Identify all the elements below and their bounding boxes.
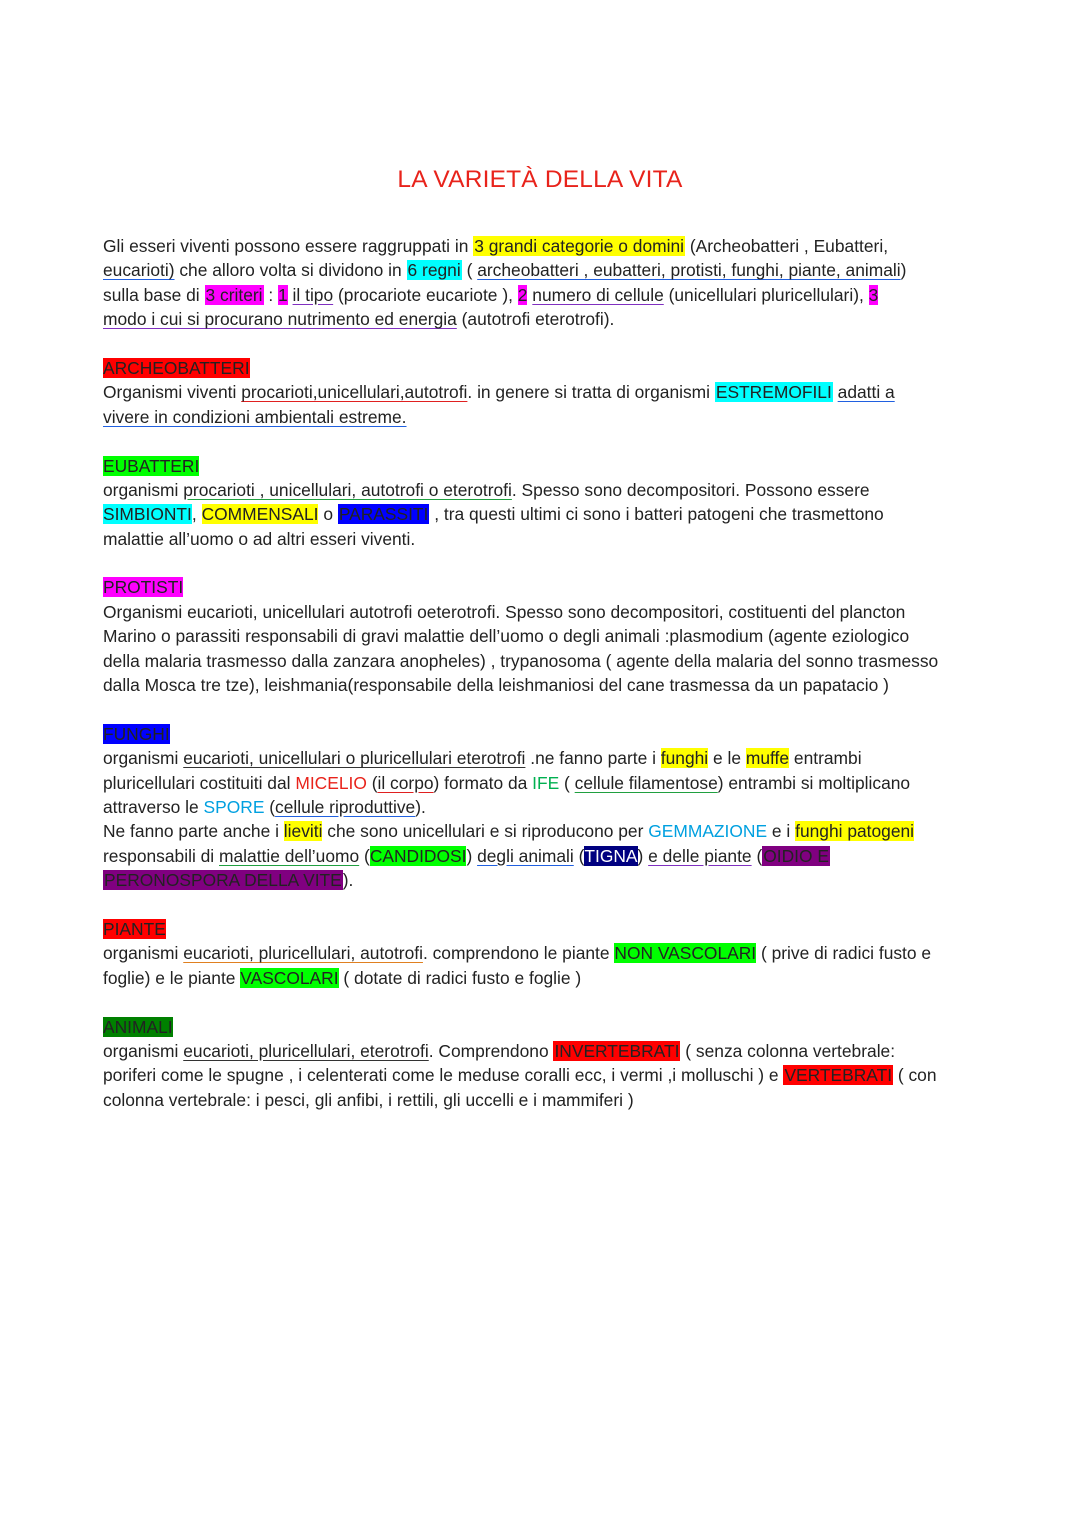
text-run: (	[751, 845, 763, 866]
text-run: ,	[191, 504, 202, 525]
text-line	[103, 478, 983, 502]
section-heading	[103, 575, 983, 599]
text-run: . Comprendono	[428, 1040, 554, 1061]
text-run: (	[366, 772, 378, 793]
section-eubatteri	[103, 454, 983, 552]
text-run: organismi	[103, 479, 184, 500]
text-run: )	[466, 845, 478, 866]
text-run: organismi	[103, 943, 184, 964]
highlight-criteri: 3 criteri	[205, 284, 263, 305]
text-run: degli animali	[477, 845, 574, 866]
section-piante	[103, 917, 983, 990]
text-run: ( prive di radici fusto e	[756, 943, 932, 964]
highlight-term: muffe	[745, 748, 790, 769]
text-run: organismi	[103, 748, 184, 769]
highlight-number: 2	[517, 284, 528, 305]
text-run: malattie dell’uomo	[219, 845, 360, 866]
text-line	[103, 844, 983, 868]
document-body	[103, 234, 983, 1136]
text-line	[103, 234, 983, 258]
text-run: ) formato da	[433, 772, 533, 793]
text-run: adatti a	[837, 382, 895, 403]
text-line: della malaria trasmesso dalla zanzara anopheles) , trypanosoma ( agente della malaria del sonno trasmesso	[103, 650, 939, 671]
highlight-term: NON VASCOLARI	[614, 943, 757, 964]
heading-label: EUBATTERI	[103, 455, 200, 476]
text-run: modo i cui si procurano nutrimento ed energia	[103, 309, 457, 330]
section-archeobatteri	[103, 356, 983, 429]
text-run: entrambi	[789, 748, 862, 769]
text-line	[103, 941, 983, 965]
text-run: e i	[767, 821, 796, 842]
highlight-term: lieviti	[283, 821, 323, 842]
text-run: eucarioti, unicellulari o pluricellulari eterotrofi	[183, 748, 526, 769]
section-heading	[103, 1015, 983, 1039]
text-run: Organismi viventi	[103, 382, 242, 403]
text-run: eucarioti)	[103, 260, 175, 281]
highlight-term: INVERTEBRATI	[554, 1040, 680, 1061]
text-run: . Spesso sono decompositori. Possono essere	[511, 479, 870, 500]
text-run: o	[318, 504, 338, 525]
text-line	[103, 258, 983, 282]
section-heading	[103, 454, 983, 478]
text-run: ) entrambi si moltiplicano	[717, 772, 911, 793]
text-run: archeobatteri , eubatteri, protisti, funghi, piante, animali	[477, 260, 901, 281]
intro-paragraph	[103, 234, 983, 332]
text-run: Gli esseri viventi possono essere raggruppati in	[103, 236, 474, 256]
section-protisti	[103, 575, 983, 697]
text-run: poriferi come le spugne , i celenterati come le meduse coralli ecc, i vermi ,i molluschi ) e	[103, 1065, 784, 1086]
text-line	[103, 1063, 983, 1087]
text-run: numero di cellule	[532, 284, 664, 305]
text-line	[103, 502, 983, 526]
heading-label: PIANTE	[103, 918, 166, 939]
highlight-term: COMMENSALI	[201, 504, 319, 525]
text-run: Ne fanno parte anche i	[103, 821, 284, 842]
text-line: dalla Mosca tre tze), leishmania(responsabile della leishmaniosi del cane trasmessa da un papatacio )	[103, 675, 889, 696]
text-run: . in genere si tratta di organismi	[467, 382, 715, 403]
text-run: ).	[415, 796, 426, 817]
highlight-term: SIMBIONTI	[103, 504, 192, 525]
text-line	[103, 307, 983, 331]
text-run: ).	[342, 870, 354, 891]
section-funghi	[103, 722, 983, 893]
text-run: attraverso le	[103, 796, 204, 817]
highlight-term: TIGNA	[584, 845, 638, 866]
text-run: procarioti , unicellulari, autotrofi o eterotrofi	[183, 479, 512, 500]
highlight-term: funghi patogeni	[795, 821, 915, 842]
text-run: ( senza colonna vertebrale:	[680, 1040, 896, 1061]
text-line	[103, 771, 983, 795]
text-line	[103, 1039, 983, 1063]
text-line	[103, 527, 983, 551]
section-heading	[103, 356, 983, 380]
text-run: ( dotate di radici fusto e foglie )	[338, 967, 582, 988]
text-run: (procariote eucariote ),	[333, 284, 518, 305]
text-line: Organismi eucarioti, unicellulari autotrofi oeterotrofi. Spesso sono decompositori, costituenti del plancton	[103, 601, 906, 622]
text-run: :	[263, 284, 279, 305]
text-line	[103, 966, 983, 990]
text-run: pluricellulari costituiti dal	[103, 772, 296, 793]
highlight-term: PERONOSPORA DELLA VITE	[104, 870, 342, 891]
text-run: )	[637, 845, 649, 866]
colored-term: IFE	[532, 772, 560, 793]
text-run: (unicellulari pluricellulari),	[663, 284, 869, 305]
text-run: organismi	[103, 1040, 184, 1061]
highlight-regni: 6 regni	[407, 260, 461, 281]
highlight-number: 3	[868, 284, 879, 305]
highlight-term: CANDIDOSI	[369, 845, 467, 866]
text-run: (	[573, 845, 585, 866]
colored-term: SPORE	[203, 796, 265, 817]
colored-term: MICELIO	[295, 772, 367, 793]
text-run: procarioti,unicellulari,autotrofi	[241, 382, 468, 403]
text-run: .ne fanno parte i	[525, 748, 661, 769]
text-run: (	[559, 772, 575, 793]
text-run: cellule filamentose	[574, 772, 718, 793]
section-heading	[103, 917, 983, 941]
text-run: , tra questi ultimi ci sono i batteri patogeni che trasmettono	[429, 504, 884, 525]
highlight-term: funghi	[660, 748, 709, 769]
text-run: cellule riproduttive	[275, 796, 416, 817]
text-line	[103, 283, 983, 307]
text-run: e delle piante	[648, 845, 752, 866]
text-run: (	[264, 796, 276, 817]
text-run: e le	[708, 748, 746, 769]
text-run: malattie all’uomo o ad altri esseri viventi.	[103, 528, 416, 549]
heading-label: FUNGHI	[103, 723, 170, 744]
highlight-domains: 3 grandi categorie o domini	[474, 236, 685, 256]
text-run: eucarioti, pluricellulari, autotrofi	[183, 943, 423, 964]
highlight-term: ESTREMOFILI	[715, 382, 832, 403]
text-run: )	[900, 260, 907, 281]
text-line	[103, 795, 983, 819]
text-run: (	[359, 845, 370, 866]
highlight-term: VASCOLARI	[240, 967, 339, 988]
section-animali	[103, 1015, 983, 1113]
text-run: responsabili di	[103, 845, 220, 866]
text-line	[103, 819, 983, 843]
section-heading	[103, 722, 983, 746]
highlight-term: PARASSITI	[338, 504, 429, 525]
text-line: Marino o parassiti responsabili di gravi malattie dell’uomo o degli animali :plasmodium (agente eziologico	[103, 626, 910, 647]
text-run: (autotrofi eterotrofi).	[456, 309, 615, 330]
highlight-number: 1	[278, 284, 288, 305]
heading-label: ANIMALI	[103, 1016, 173, 1037]
colored-term: GEMMAZIONE	[648, 821, 768, 842]
text-run: ( con	[893, 1065, 937, 1086]
heading-label: PROTISTI	[103, 577, 184, 598]
text-run: (	[461, 260, 478, 281]
highlight-term: VERTEBRATI	[784, 1065, 893, 1086]
text-run: eucarioti, pluricellulari, eterotrofi	[183, 1040, 429, 1061]
text-run: sulla base di	[103, 284, 205, 305]
text-run: il tipo	[292, 284, 334, 305]
text-run: che alloro volta si dividono in	[174, 260, 407, 281]
text-run: il corpo	[377, 772, 434, 793]
text-line	[103, 868, 983, 892]
text-run: vivere in condizioni ambientali estreme.	[103, 406, 407, 427]
highlight-term: OIDIO E	[763, 845, 829, 866]
page-title: LA VARIETÀ DELLA VITA	[397, 166, 683, 193]
text-line	[103, 746, 983, 770]
text-run: (Archeobatteri , Eubatteri,	[685, 236, 889, 256]
heading-label: ARCHEOBATTERI	[103, 357, 250, 378]
text-run: che sono unicellulari e si riproducono per	[322, 821, 649, 842]
text-line: colonna vertebrale: i pesci, gli anfibi, i rettili, gli uccelli e i mammiferi )	[103, 1089, 634, 1110]
text-run: foglie) e le piante	[103, 967, 241, 988]
text-line	[103, 405, 983, 429]
text-line	[103, 380, 983, 404]
text-run: . comprendono le piante	[422, 943, 615, 964]
